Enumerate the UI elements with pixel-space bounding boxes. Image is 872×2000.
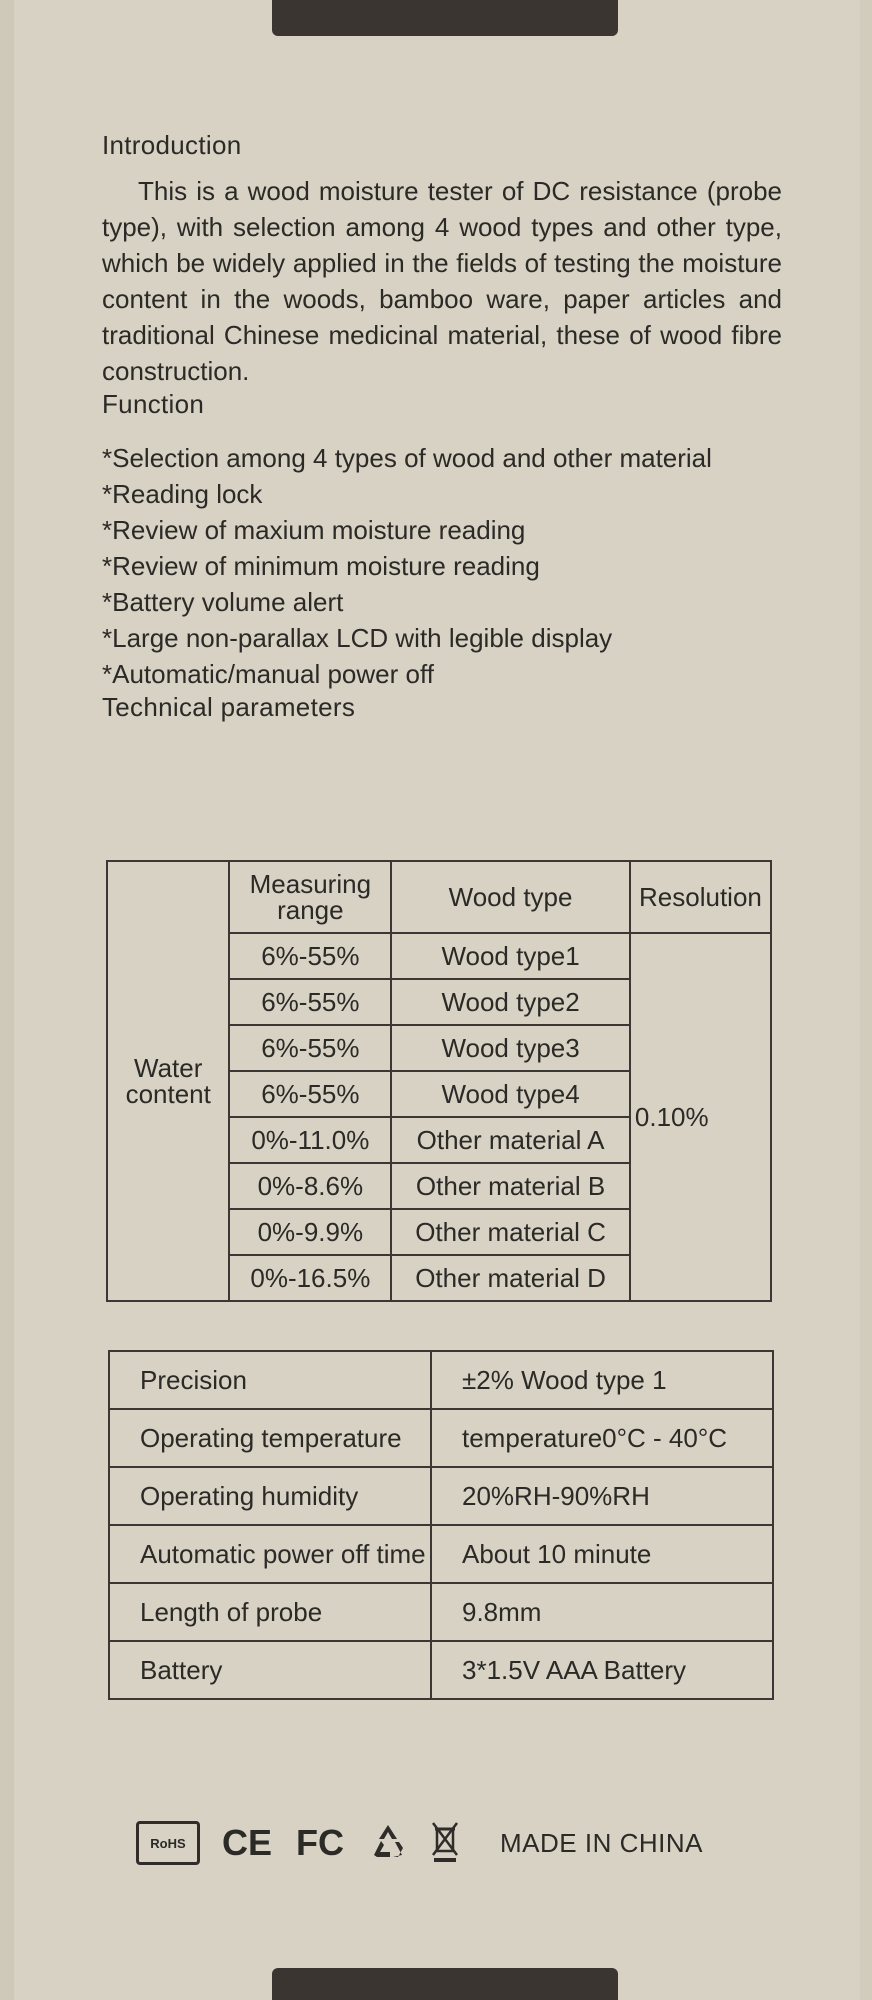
range-cell: 0%-8.6% <box>229 1163 391 1209</box>
box-edge-left <box>0 0 14 2000</box>
header-measuring-range: Measuring range <box>229 861 391 933</box>
table-row <box>109 1641 773 1699</box>
type-cell: Wood type1 <box>391 933 630 979</box>
water-content-table <box>106 860 772 1302</box>
function-item: *Review of minimum moisture reading <box>102 551 540 581</box>
document-content <box>102 130 782 723</box>
function-title: Function <box>102 389 205 419</box>
spec-value: About 10 minute <box>431 1525 773 1583</box>
function-item: *Large non-parallax LCD with legible display <box>102 623 613 653</box>
box-tab-top <box>272 0 618 36</box>
range-cell: 6%-55% <box>229 979 391 1025</box>
box-tab-bottom <box>272 1968 618 2000</box>
type-cell: Other material B <box>391 1163 630 1209</box>
table-row <box>109 1409 773 1467</box>
function-item: *Reading lock <box>102 479 263 509</box>
certification-footer <box>136 1818 786 1868</box>
table-header-row <box>107 861 771 933</box>
type-cell: Wood type4 <box>391 1071 630 1117</box>
type-cell: Other material A <box>391 1117 630 1163</box>
water-content-label: Water content <box>107 861 229 1301</box>
technical-title: Technical parameters <box>102 692 356 722</box>
rohs-logo: RoHS <box>136 1821 200 1865</box>
range-cell: 6%-55% <box>229 1025 391 1071</box>
ce-mark: CE <box>222 1822 273 1863</box>
spec-value: ±2% Wood type 1 <box>431 1351 773 1409</box>
introduction-body <box>102 173 782 389</box>
spec-label: Operating temperature <box>109 1409 431 1467</box>
range-cell: 6%-55% <box>229 933 391 979</box>
spec-label: Battery <box>109 1641 431 1699</box>
introduction-text: This is a wood moisture tester of DC resistance (probe type), with selection among 4 wood types and other type, which be widely applied in the fields of testing the moisture content in the woods, bamboo ware, paper articles and traditional Chinese medicinal material, these of wood fibre construction. <box>102 176 782 386</box>
spec-table <box>108 1350 774 1700</box>
range-cell: 0%-9.9% <box>229 1209 391 1255</box>
recycle-icon <box>368 1821 408 1866</box>
type-cell: Wood type2 <box>391 979 630 1025</box>
function-item: *Selection among 4 types of wood and other material <box>102 443 712 473</box>
function-item: *Battery volume alert <box>102 587 344 617</box>
spec-value: 3*1.5V AAA Battery <box>431 1641 773 1699</box>
spec-value: 9.8mm <box>431 1583 773 1641</box>
box-edge-right <box>860 0 872 2000</box>
table-row <box>109 1467 773 1525</box>
made-in-china: MADE IN CHINA <box>500 1827 703 1858</box>
function-list <box>102 440 782 692</box>
range-cell: 0%-16.5% <box>229 1255 391 1301</box>
spec-label: Precision <box>109 1351 431 1409</box>
type-cell: Wood type3 <box>391 1025 630 1071</box>
table-row <box>109 1583 773 1641</box>
function-item: *Review of maxium moisture reading <box>102 515 526 545</box>
range-cell: 6%-55% <box>229 1071 391 1117</box>
type-cell: Other material C <box>391 1209 630 1255</box>
spec-value: temperature0°C - 40°C <box>431 1409 773 1467</box>
range-cell: 0%-11.0% <box>229 1117 391 1163</box>
spec-label: Length of probe <box>109 1583 431 1641</box>
fc-mark: FC <box>296 1822 345 1863</box>
crossed-bin-icon <box>430 1819 460 1868</box>
table-row <box>109 1525 773 1583</box>
spec-label: Automatic power off time <box>109 1525 431 1583</box>
header-resolution: Resolution <box>630 861 771 933</box>
type-cell: Other material D <box>391 1255 630 1301</box>
spec-value: 20%RH-90%RH <box>431 1467 773 1525</box>
table-row <box>109 1351 773 1409</box>
introduction-title: Introduction <box>102 130 242 160</box>
function-item: *Automatic/manual power off <box>102 659 434 689</box>
header-wood-type: Wood type <box>391 861 630 933</box>
resolution-value: 0.10% <box>630 933 771 1301</box>
spec-label: Operating humidity <box>109 1467 431 1525</box>
